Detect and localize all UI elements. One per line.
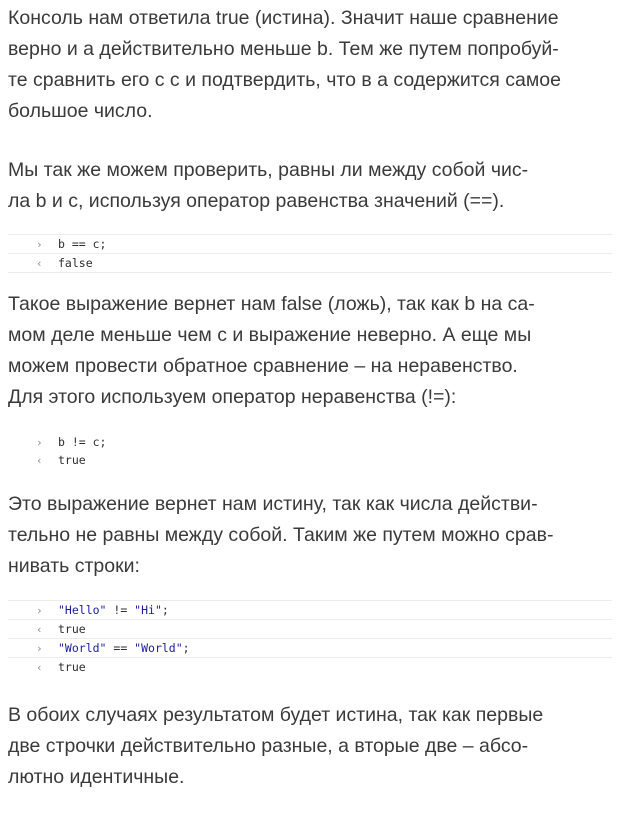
console-input-row xyxy=(8,639,612,658)
chevron-left-icon: ‹ xyxy=(36,660,43,674)
console-input-row xyxy=(8,433,612,451)
console-code xyxy=(58,603,169,617)
chevron-right-icon: › xyxy=(36,435,43,449)
semicolon: ; xyxy=(182,641,190,655)
console-output-row xyxy=(8,451,612,469)
text-line: тельно не равны между собой. Таким же путем можно срав- xyxy=(8,524,554,546)
paragraph-4 xyxy=(8,489,612,582)
text-line: В обоих случаях результатом будет истина, так как первые xyxy=(8,704,544,726)
paragraph-2 xyxy=(8,155,612,217)
console-code xyxy=(58,641,190,655)
console-input-row xyxy=(8,234,612,254)
chevron-right-icon: › xyxy=(36,237,43,251)
text-line: верно и а действительно меньше b. Тем же путем попробуй- xyxy=(8,38,559,60)
console-code: b == c; xyxy=(58,237,107,251)
text-line: Для этого используем оператор неравенства (!=): xyxy=(8,386,457,408)
paragraph-5 xyxy=(8,700,612,793)
chevron-right-icon: › xyxy=(36,641,43,655)
paragraph-1 xyxy=(8,3,612,127)
text-line: можем провести обратное сравнение – на неравенство. xyxy=(8,355,518,377)
console-output-row xyxy=(8,658,612,676)
text-line: те сравнить его с с и подтвердить, что в а содержится самое xyxy=(8,69,561,91)
console-block-1 xyxy=(8,234,612,273)
string-literal: "World" xyxy=(134,641,183,655)
text-line: большое число. xyxy=(8,100,153,122)
paragraph-3 xyxy=(8,289,612,413)
text-line: Такое выражение вернет нам false (ложь), так как b на са- xyxy=(8,293,535,315)
operator: != xyxy=(106,603,135,617)
console-input-row xyxy=(8,600,612,620)
console-result: false xyxy=(58,256,93,270)
chevron-left-icon: ‹ xyxy=(36,622,43,636)
console-result: true xyxy=(58,622,86,636)
operator: == xyxy=(106,641,135,655)
text-line: две строчки действительно разные, а вторые две – абсо- xyxy=(8,735,529,757)
console-block-3 xyxy=(8,600,612,676)
text-line: ла b и c, используя оператор равенства значений (==). xyxy=(8,190,505,212)
string-literal: "Hi" xyxy=(134,603,162,617)
console-code: b != c; xyxy=(58,435,107,449)
chevron-left-icon: ‹ xyxy=(36,453,43,467)
text-line: Мы так же можем проверить, равны ли между собой чис- xyxy=(8,159,529,181)
text-line: лютно идентичные. xyxy=(8,766,185,788)
chevron-right-icon: › xyxy=(36,603,43,617)
console-result: true xyxy=(58,660,86,674)
text-line: Это выражение вернет нам истину, так как числа действи- xyxy=(8,493,538,515)
console-block-2 xyxy=(8,433,612,469)
semicolon: ; xyxy=(161,603,169,617)
text-line: мом деле меньше чем с и выражение неверно. А еще мы xyxy=(8,324,532,346)
console-output-row xyxy=(8,254,612,273)
text-line: Консоль нам ответила true (истина). Значит наше сравнение xyxy=(8,7,559,29)
console-result: true xyxy=(58,453,86,467)
chevron-left-icon: ‹ xyxy=(36,256,43,270)
string-literal: "World" xyxy=(58,641,107,655)
string-literal: "Hello" xyxy=(58,603,107,617)
console-output-row xyxy=(8,620,612,639)
text-line: нивать строки: xyxy=(8,555,140,577)
